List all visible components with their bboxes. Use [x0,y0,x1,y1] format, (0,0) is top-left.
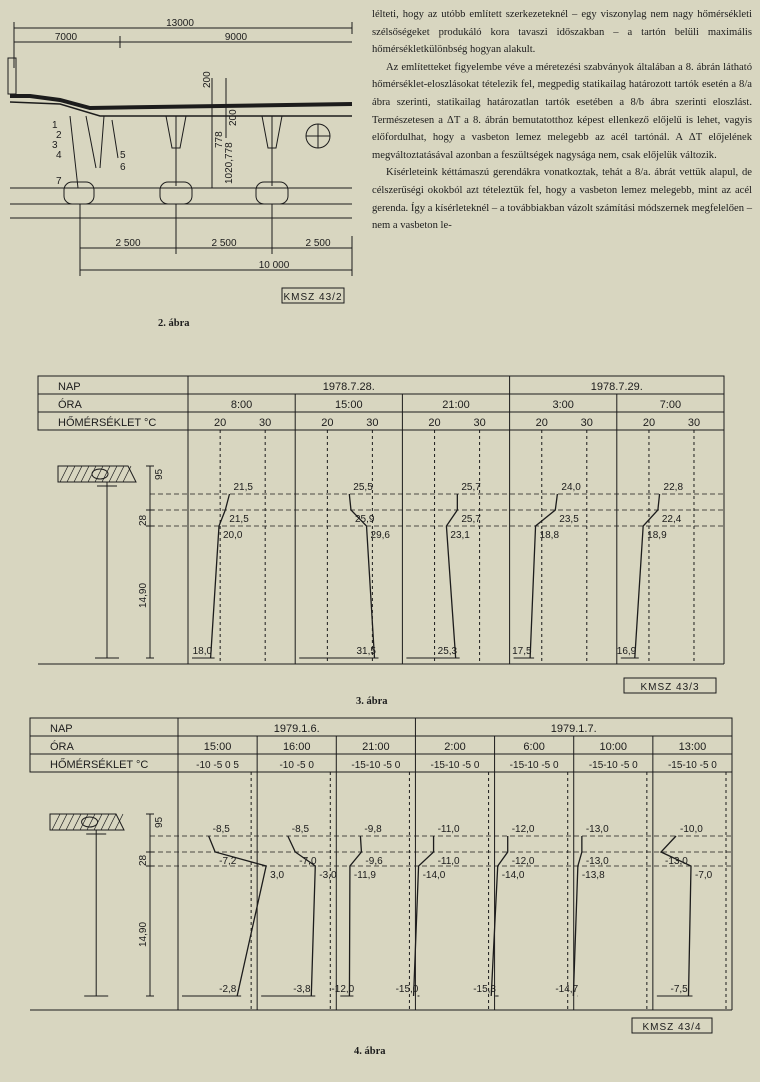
temperature-value: -9,6 [365,856,383,867]
time-label: 8:00 [230,399,253,411]
part-label: 6 [120,162,126,173]
temperature-value: 21,5 [229,514,249,525]
figure-code: KMSZ 43/4 [642,1022,702,1033]
temperature-value: -11,0 [437,824,460,835]
temperature-value: 20,0 [223,530,243,541]
row-label-hour: ÓRA [58,399,82,411]
temperature-value: 18,0 [192,646,213,657]
temperature-value: 17,5 [512,646,532,657]
temperature-value: 25,3 [437,646,458,657]
dim-span-3: 2 500 [305,238,331,249]
temperature-value: 24,0 [561,482,581,493]
time-label: 6:00 [523,741,545,753]
temperature-profile [446,494,457,658]
dim-label: 14,90 [138,582,149,608]
temperature-value: 18,9 [647,530,667,541]
axis-tick: -15-10 -5 0 [430,760,480,771]
temperature-value: -7,5 [670,984,688,995]
temperature-value: -9,8 [364,824,382,835]
temperature-value: -14,7 [555,984,579,995]
dim-label: 28 [138,514,149,526]
temperature-value: -11,0 [437,856,460,867]
axis-tick: -10 -5 0 5 [196,760,239,771]
temperature-value: -3,8 [293,984,311,995]
axis-tick: -15-10 -5 0 [667,760,717,771]
figure-4-chart [0,716,760,1042]
time-label: 10:00 [599,741,628,753]
article-text [372,6,752,235]
axis-tick: 30 [259,417,272,429]
time-label: 15:00 [203,741,232,753]
temperature-value: 31,5 [356,646,376,657]
temperature-value: -11,9 [353,870,376,881]
temperature-value: 25,5 [353,482,373,493]
axis-tick: 20 [321,417,334,429]
temperature-value: -14,0 [422,870,446,881]
time-label: 2:00 [444,741,466,753]
temperature-value: -12,0 [511,824,535,835]
temperature-value: 25,7 [461,482,481,493]
part-label: 4 [56,150,62,161]
dim-bottom-total: 10 000 [258,260,290,271]
figure-2-drawing [0,8,370,308]
axis-tick: 30 [366,417,379,429]
day-label: 1978.7.28. [322,381,375,393]
temperature-profile [573,836,582,996]
temperature-profile [414,836,434,996]
time-label: 21:00 [362,741,390,753]
temperature-value: -10,0 [680,824,703,835]
dim-label: 14,90 [138,921,149,947]
dim-total: 13000 [166,18,194,29]
paragraph: lélteti, hogy az utóbb említett szerkezeteknél – egy viszonylag nem nagy hőmérsékleti szélsőségeket produkáló kora tavaszi időszakban – a tartón belüli maximális hőmérsékletkülönbség hogyan alakult. [372,9,752,56]
temperature-value: -3,0 [319,870,337,881]
temperature-profile [349,836,361,996]
temperature-value: -8,5 [291,824,310,835]
dim-span-2: 2 500 [211,238,237,249]
temperature-profile [530,494,557,658]
temperature-value: 23,1 [450,530,470,541]
axis-tick: 20 [428,417,441,429]
axis-tick: 20 [535,417,548,429]
day-label: 1978.7.29. [590,381,643,393]
axis-tick: -15-10 -5 0 [351,760,401,771]
temperature-value: 16,9 [616,646,637,657]
time-label: 21:00 [442,399,470,411]
row-label-day: NAP [50,723,73,735]
dim-v1: 200 [202,71,213,88]
dim-v2: 778 [214,131,225,148]
temperature-value: 23,5 [559,514,579,525]
axis-tick: -10 -5 0 [279,760,314,771]
temperature-value: -7,0 [299,856,317,867]
part-label: 2 [56,130,62,141]
temperature-value: 29,6 [370,530,390,541]
temperature-value: -15,3 [473,984,497,995]
axis-tick: 30 [687,417,701,429]
time-label: 13:00 [678,741,707,753]
day-label: 1979.1.7. [550,723,597,735]
paragraph: Kísérleteink kéttámaszú gerendákra vonatkoztak, tehát a 8/a. ábrát vettük alapul, de célszerűségi okokból azt tételeztük fel, hogy a vasbeton lemez melegebb, mint az acél gerenda. Így a kísérleteknél – a továbbiakban vázolt számítási módszernek megfelelően – nem a vasbeton le- [372,167,752,232]
axis-tick: 30 [473,417,486,429]
axis-tick: -15-10 -5 0 [588,760,638,771]
temperature-profile [635,494,660,658]
figure-3-chart [0,374,760,704]
temperature-profile [491,836,508,996]
figure-3-caption: 3. ábra [356,696,388,707]
axis-tick: 20 [214,417,227,429]
row-label-temp: HŐMÉRSÉKLET °C [50,759,149,771]
temperature-value: 22,8 [663,482,684,493]
temperature-value: 3,0 [270,870,285,881]
time-label: 15:00 [335,399,363,411]
temperature-value: -2,8 [219,984,237,995]
figure-4-caption: 4. ábra [354,1046,386,1057]
temperature-value: 21,5 [233,482,253,493]
day-label: 1979.1.6. [273,723,320,735]
temperature-value: 18,8 [539,530,560,541]
dim-left: 7000 [54,32,78,43]
axis-tick: -15-10 -5 0 [509,760,559,771]
part-label: 1 [52,120,58,131]
temperature-value: -12,0 [511,856,535,867]
part-label: 7 [56,176,62,187]
temperature-value: -15,0 [395,984,419,995]
figure-code: KMSZ 43/2 [283,292,343,303]
dim-label: 95 [154,816,165,828]
row-label-day: NAP [58,381,81,393]
time-label: 3:00 [552,399,574,411]
temperature-value: -13,0 [665,856,688,867]
dim-span-1: 2 500 [115,238,141,249]
part-label: 5 [120,150,126,161]
row-label-hour: ÓRA [50,741,74,753]
dim-label: 95 [154,468,165,480]
temperature-value: 22,4 [661,514,682,525]
dim-v4: 1020,778 [224,142,235,184]
temperature-value: 25,7 [461,514,481,525]
dim-v3: 200 [228,109,239,126]
paragraph: Az említetteket figyelembe véve a méretezési szabványok általában a 8. ábrán látható hőmérséklet-eloszlásokat tételezik fel, megpedig statikailag határozott tartók esetén a 8/a ábra szerinti, statikailag határozatlan tartók esetében a 8/b ábra szerinti eloszlást. Természetesen a ΔT a 8. ábrán bemutatotthoz képest ellenkező előjelű is lehet, vagyis előfordulhat, hogy a vasbeton lemez melegebb az acél tartónál. A ΔT előjelének megváltoztatásával azonban a feszültségek nagysága nem, csak előjelük változik. [372,61,752,161]
temperature-value: -12,0 [331,984,355,995]
time-label: 16:00 [282,741,311,753]
temperature-value: -13,0 [585,856,609,867]
temperature-value: -7,2 [219,856,237,867]
temperature-value: -7,0 [695,870,713,881]
temperature-value: -13,0 [585,824,609,835]
dim-right: 9000 [224,32,248,43]
temperature-value: -14,0 [501,870,525,881]
axis-tick: 30 [580,417,593,429]
figure-code: KMSZ 43/3 [640,682,700,693]
dim-label: 28 [138,854,149,866]
figure-2-caption: 2. ábra [158,318,190,329]
temperature-value: -13,8 [581,870,605,881]
row-label-temp: HŐMÉRSÉKLET °C [58,417,157,429]
temperature-value: -8,5 [212,824,230,835]
time-label: 7:00 [659,399,682,411]
part-label: 3 [52,140,58,151]
axis-tick: 20 [642,417,656,429]
temperature-value: 25,9 [354,514,375,525]
